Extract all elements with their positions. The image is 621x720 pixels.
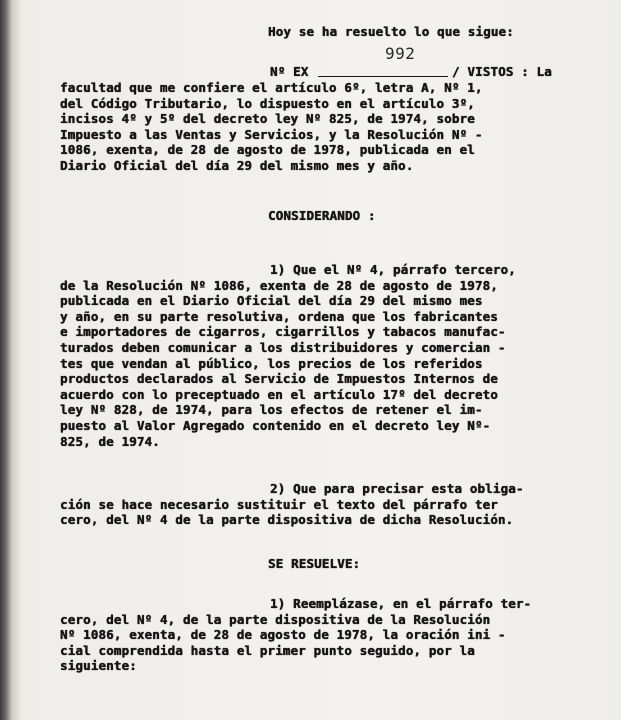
reference-prefix: Nº EX — [270, 64, 309, 79]
considerando-paragraph-1: 1) Que el Nº 4, párrafo tercero, de la Resolución Nº 1086, exenta de 28 de agosto de 1978, publicada en el Diario Oficial del día 29 del mismo mes y año, en su parte resolutiva, ordena que los fabricantes e importadores de cigarros, cigarrillos y tabacos manufac- turados deben comunicar a los distribuidores y comercian - tes que vendan al público, los precios de los referidos productos declarados al Servicio de Impuestos Internos de acuerdo con lo preceptuado en el artículo 17º del decreto ley Nº 828, de 1974, para los efectos de retener el im- puesto al Valor Agregado contenido en el decreto ley Nº- 825, de 1974. — [60, 262, 516, 449]
vistos-label: / VISTOS : La — [452, 64, 552, 79]
resuelve-paragraph-1: 1) Reemplázase, en el párrafo ter- cero, del Nº 4, de la parte dispositiva de la Resolución Nº 1086, exenta, de 28 de agosto de 1978, la oración ini - cial comprendida hasta el primer punto seguido, por la siguiente: — [60, 596, 532, 674]
considerando-paragraph-2-first-line: 2) Que para precisar esta obliga- — [270, 481, 524, 496]
se-resuelve-heading: SE RESUELVE: — [268, 556, 361, 571]
considerando-paragraph-1-first-line: 1) Que el Nº 4, párrafo tercero, — [270, 262, 516, 277]
intro-line: Hoy se ha resuelto lo que sigue: — [268, 24, 514, 39]
considerando-paragraph-2: 2) Que para precisar esta obliga- ción se hace necesario sustituir el texto del párrafo ter cero, del Nº 4 de la parte dispositiva de dicha Resolución. — [60, 481, 524, 528]
vistos-paragraph: facultad que me confiere el artículo 6º, letra A, Nº 1, del Código Tributario, lo dispuesto en el artículo 3º, incisos 4º y 5º del decreto ley Nº 825, de 1974, sobre Impuesto a las Ventas y Servicios, y la Resolución Nº - 1086, exenta, de 28 de agosto de 1978, publicada en el Diario Oficial del día 29 del mismo mes y año. — [60, 80, 483, 173]
reference-underline — [318, 76, 448, 77]
resuelve-paragraph-1-first-line: 1) Reemplázase, en el párrafo ter- — [270, 596, 532, 611]
handwritten-reference-number: 992 — [385, 44, 416, 63]
considerando-heading: CONSIDERANDO : — [268, 208, 376, 223]
